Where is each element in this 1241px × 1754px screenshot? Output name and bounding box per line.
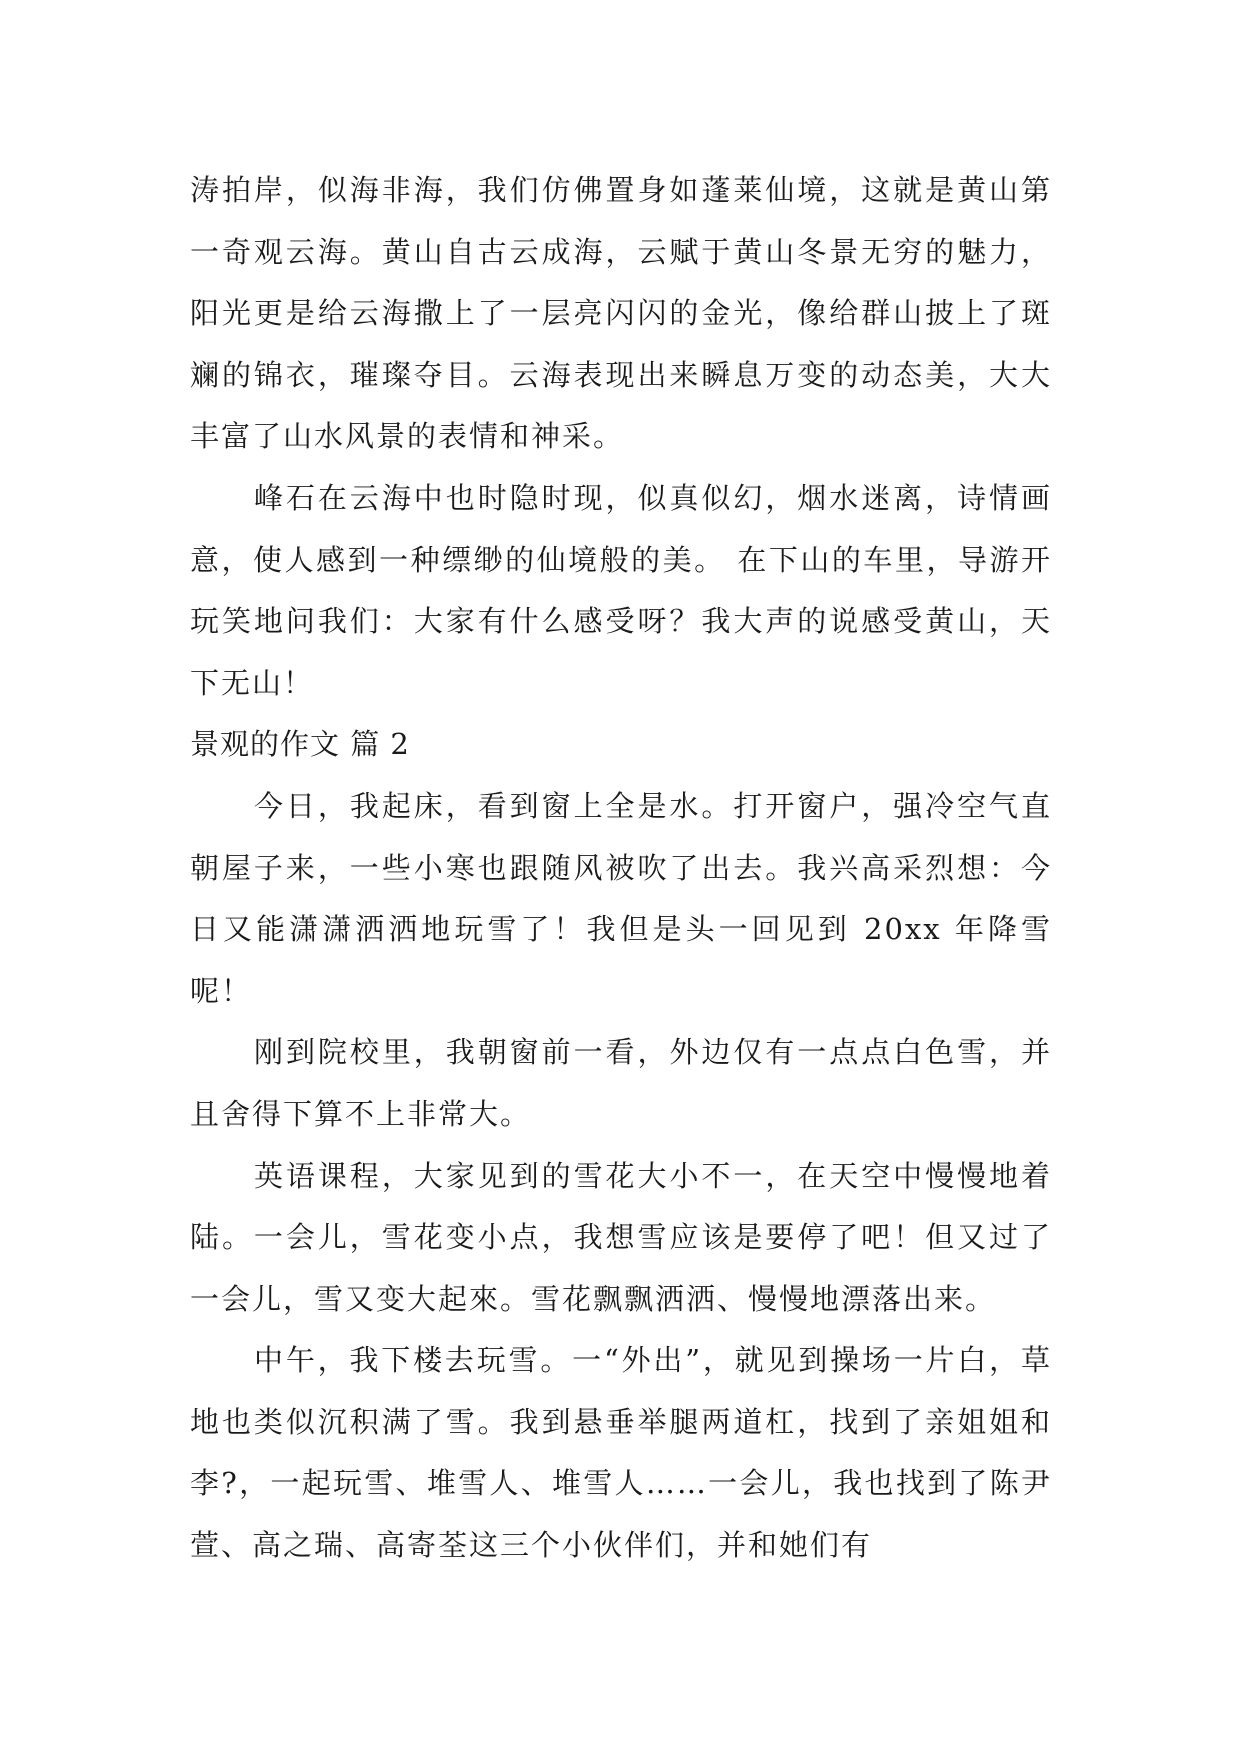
document-body — [190, 160, 1052, 1577]
paragraph: 刚到院校里，我朝窗前一看，外边仅有一点点白色雪，并且舍得下算不上非常大。 — [190, 1035, 1052, 1131]
section-heading: 景观的作文 篇 2 — [190, 727, 410, 762]
paragraph: 中午，我下楼去玩雪。一“外出”，就见到操场一片白，草地也类似沉积满了雪。我到悬垂举腿两道杠，找到了亲姐姐和李?，一起玩雪、堆雪人、堆雪人……一会儿，我也找到了陈尹萱、高之瑞、高寄荃这三个小伙伴们，并和她们有 — [190, 1343, 1052, 1563]
paragraph: 峰石在云海中也时隐时现，似真似幻，烟水迷离，诗情画意，使人感到一种缥缈的仙境般的美。 在下山的车里，导游开玩笑地问我们：大家有什么感受呀？我大声的说感受黄山，天下无山！ — [190, 480, 1052, 700]
paragraph: 英语课程，大家见到的雪花大小不一，在天空中慢慢地着陆。一会儿，雪花变小点，我想雪应该是要停了吧！但又过了一会儿，雪又变大起來。雪花飘飘洒洒、慢慢地漂落出来。 — [190, 1158, 1052, 1316]
paragraph: 今日，我起床，看到窗上全是水。打开窗户，强冷空气直朝屋子来，一些小寒也跟随风被吹了出去。我兴高采烈想：今日又能潇潇洒洒地玩雪了！我但是头一回见到 20xx 年降雪呢！ — [190, 788, 1052, 1008]
paragraph-continuation: 涛拍岸，似海非海，我们仿佛置身如蓬莱仙境，这就是黄山第一奇观云海。黄山自古云成海，云赋于黄山冬景无穷的魅力，阳光更是给云海撒上了一层亮闪闪的金光，像给群山披上了斑斓的锦衣，璀璨夺目。云海表现出来瞬息万变的动态美，大大丰富了山水风景的表情和神采。 — [190, 173, 1052, 454]
